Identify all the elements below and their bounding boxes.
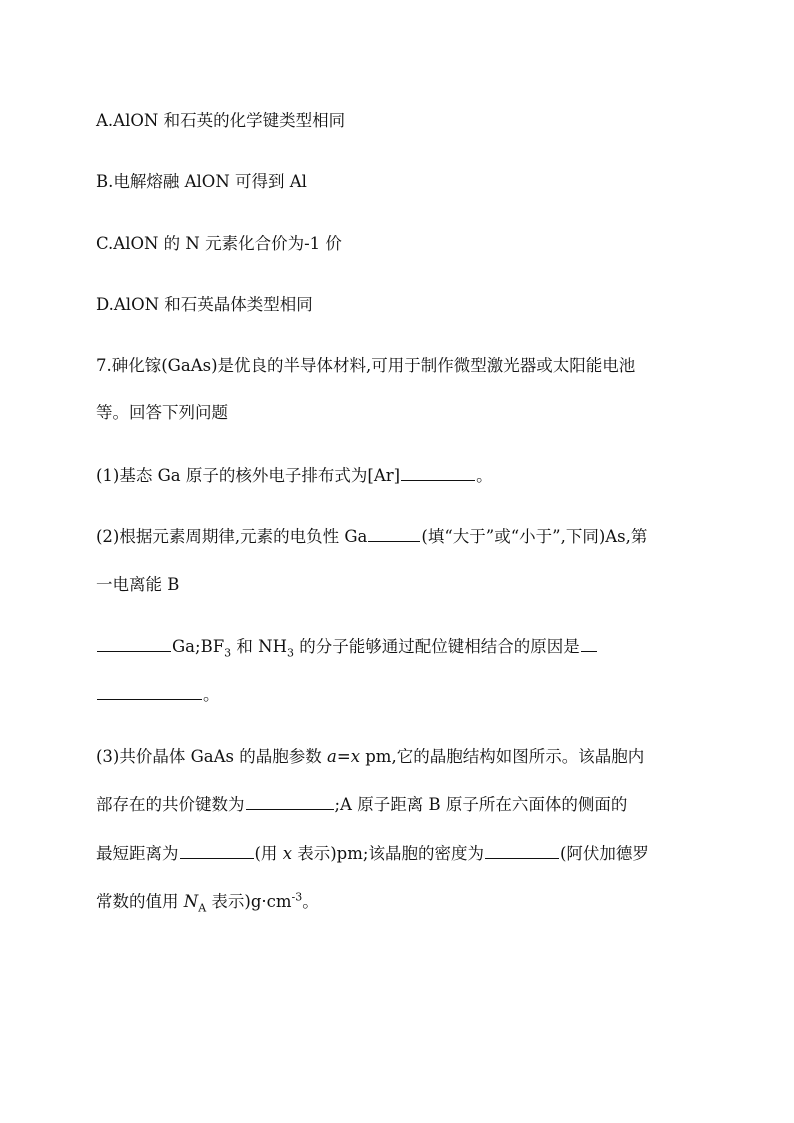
- variable-N: N: [183, 892, 199, 911]
- q7-stem-line2: 等。回答下列问题: [96, 403, 228, 422]
- q7-part2-text: Ga;BF: [172, 637, 225, 656]
- q7-part1-prefix: (1)基态 Ga 原子的核外电子排布式为[Ar]: [96, 466, 401, 485]
- q7-part3-text: 表示)pm;该晶胞的密度为: [292, 844, 484, 863]
- answer-blank-7[interactable]: [485, 843, 559, 859]
- variable-x: x: [350, 747, 360, 766]
- q7-part2-line1: [96, 526, 754, 548]
- option-b: B.电解熔融 AlON 可得到 Al: [96, 172, 307, 191]
- q7-part2-line2: 一电离能 B: [96, 575, 180, 594]
- subscript: A: [198, 901, 207, 915]
- q7-part3-text: 最短距离为: [96, 844, 179, 863]
- variable-x: x: [282, 844, 292, 863]
- q7-part3-line1: [96, 746, 754, 768]
- answer-blank-1[interactable]: [401, 465, 475, 481]
- q7-part3-text: (用: [254, 844, 283, 863]
- q7-part3-text: 。: [302, 892, 319, 911]
- answer-blank-4[interactable]: [581, 636, 597, 652]
- answer-blank-2[interactable]: [368, 526, 420, 542]
- subscript: 3: [224, 646, 232, 660]
- option-d: D.AlON 和石英晶体类型相同: [96, 295, 313, 314]
- equals-sign: =: [336, 747, 351, 766]
- q7-part3-line4: [96, 891, 754, 913]
- answer-blank-5[interactable]: [246, 794, 334, 810]
- q7-part3-line2: [96, 794, 754, 816]
- q7-part3-text: 表示)g·cm: [206, 892, 292, 911]
- q7-part1-suffix: 。: [476, 466, 493, 485]
- q7-part1: [96, 465, 754, 487]
- q7-part2-text: (2)根据元素周期律,元素的电负性 Ga: [96, 527, 368, 546]
- q7-stem-line1: 7.砷化镓(GaAs)是优良的半导体材料,可用于制作微型激光器或太阳能电池: [96, 356, 636, 375]
- q7-part3-text: 常数的值用: [96, 892, 184, 911]
- answer-blank-3[interactable]: [97, 636, 171, 652]
- subscript: 3: [286, 646, 294, 660]
- q7-part3-text: pm,它的晶胞结构如图所示。该晶胞内: [360, 747, 645, 766]
- q7-part3-text: (阿伏加德罗: [559, 844, 649, 863]
- option-c: C.AlON 的 N 元素化合价为-1 价: [96, 234, 342, 253]
- answer-blank-6[interactable]: [180, 843, 254, 859]
- q7-part3-line3: [96, 843, 754, 865]
- q7-part3-text: ;A 原子距离 B 原子所在六面体的侧面的: [334, 795, 628, 814]
- option-a: A.AlON 和石英的化学键类型相同: [96, 111, 346, 130]
- variable-a: a: [327, 747, 337, 766]
- q7-part3-text: (3)共价晶体 GaAs 的晶胞参数: [96, 747, 328, 766]
- answer-blank-4-cont[interactable]: [97, 684, 202, 700]
- q7-part2-line4: [96, 684, 754, 706]
- q7-part2-line3: [96, 636, 754, 658]
- q7-part2-text: 的分子能够通过配位键相结合的原因是: [293, 637, 580, 656]
- q7-part2-text: 和 NH: [231, 637, 287, 656]
- superscript: -3: [291, 890, 303, 904]
- q7-part2-text: (填“大于”或“小于”,下同)As,第: [421, 527, 648, 546]
- q7-part2-text: 。: [203, 685, 220, 704]
- q7-part3-text: 部存在的共价键数为: [96, 795, 245, 814]
